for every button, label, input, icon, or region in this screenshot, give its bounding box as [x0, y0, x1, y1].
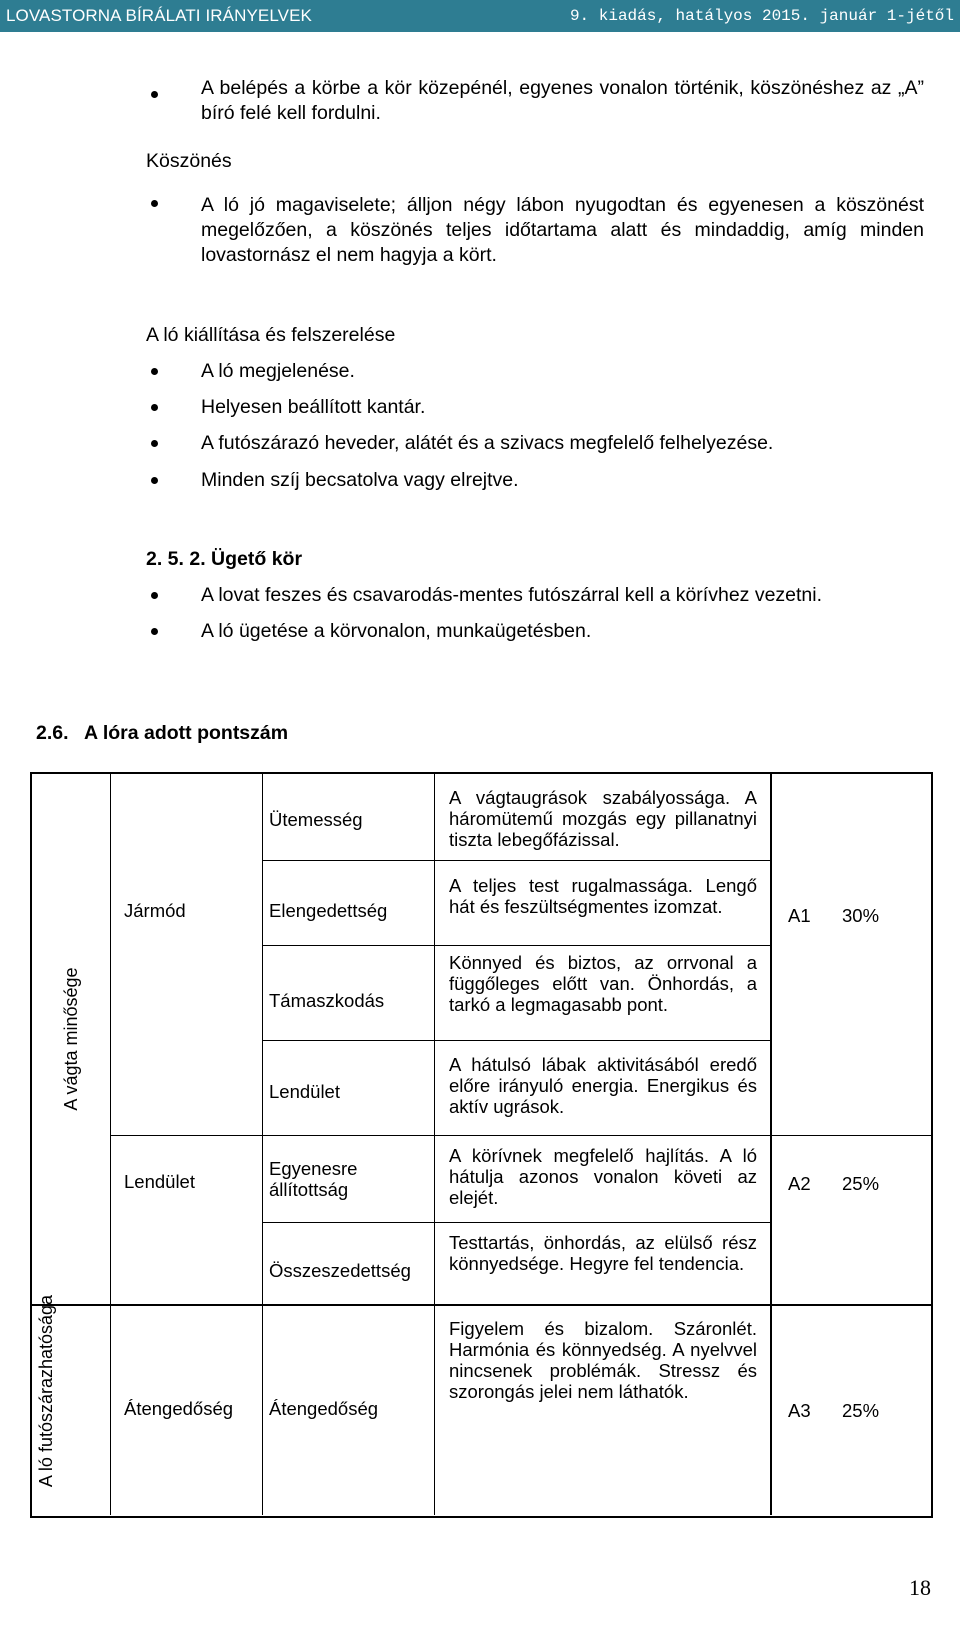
table-divider [434, 774, 435, 1515]
table-divider [262, 774, 263, 1515]
ugeto-item: A ló ügetése a körvonalon, munkaügetésben. [201, 620, 592, 642]
criterion-osszeszedettseg: Összeszedettség [269, 1260, 411, 1281]
bullet-icon [151, 592, 158, 599]
desc-utemesseg: A vágtaugrások szabályossága. A háromütemű mozgás egy pillanatnyi tiszta lebegőfázissal. [449, 787, 757, 850]
score-code: A3 [788, 1400, 811, 1421]
section-title-pontszam: 2.6. A lóra adott pontszám [36, 722, 289, 744]
bullet-icon [151, 440, 158, 447]
score-code: A2 [788, 1173, 811, 1194]
criterion-elengedettseg: Elengedettség [269, 900, 388, 921]
intro-paragraph: A belépés a körbe a kör közepénél, egyenes vonalon történik, köszönéshez az „A” bíró felé kell fordulni. [201, 77, 924, 124]
group-label-futoszar: A ló futószárazhatósága [36, 1294, 56, 1488]
score-table [30, 772, 933, 1518]
koszones-paragraph: A ló jó magaviselete; álljon négy lábon nyugodtan és egyenesen a köszönést megelőzően, a köszönés teljes időtartama alatt és mindaddig, amíg minden lovastornász el nem hagyja a kört. [201, 194, 924, 266]
table-divider [110, 1135, 933, 1136]
table-divider [32, 1304, 933, 1306]
table-divider [770, 774, 772, 1515]
score-code: A1 [788, 905, 811, 926]
ugeto-item: A lovat feszes és csavarodás-mentes futószárral kell a körívhez vezetni. [201, 584, 823, 606]
cell-jarmod: Jármód [124, 900, 186, 921]
section-title-kiallitas: A ló kiállítása és felszerelése [146, 324, 396, 346]
score-percent: 25% [842, 1400, 880, 1421]
group-label-vagta: A vágta minősége [61, 967, 81, 1111]
table-divider [262, 1040, 770, 1041]
criterion-tamaszkodas: Támaszkodás [269, 990, 385, 1011]
section-title-ugeto: 2. 5. 2. Ügető kör [146, 548, 303, 570]
desc-atengedoseg: Figyelem és bizalom. Száronlét. Harmónia és könnyedség. A nyelvvel nincsenek problémák. Stressz és szorongás jelei nem láthatók. [449, 1318, 757, 1402]
kiallitas-item: Helyesen beállított kantár. [201, 396, 426, 418]
header-title: LOVASTORNA BÍRÁLATI IRÁNYELVEK [6, 6, 312, 25]
kiallitas-item: A ló megjelenése. [201, 360, 355, 382]
cell-lendulet: Lendület [124, 1171, 195, 1192]
bullet-icon [151, 368, 158, 375]
score-percent: 30% [842, 905, 880, 926]
criterion-atengedoseg: Átengedőség [269, 1398, 379, 1419]
bullet-icon [151, 91, 158, 98]
desc-elengedettseg: A teljes test rugalmassága. Lengő hát és feszültségmentes izomzat. [449, 875, 757, 917]
table-divider [262, 860, 770, 861]
desc-lendulet: A hátulsó lábak aktivitásából eredő előre irányuló energia. Energikus és aktív ugrások. [449, 1054, 757, 1117]
header-edition: 9. kiadás, hatályos 2015. január 1-jétől [569, 7, 954, 25]
criterion-utemesseg: Ütemesség [269, 809, 363, 830]
bullet-icon [151, 628, 158, 635]
page-header [0, 0, 960, 32]
desc-tamaszkodas: Könnyed és biztos, az orrvonal a függőleges előtt van. Önhordás, a tarkó a legmagasabb pont. [449, 952, 757, 1015]
section-title-koszones: Köszönés [146, 150, 232, 172]
kiallitas-item: Minden szíj becsatolva vagy elrejtve. [201, 469, 519, 491]
desc-osszeszedettseg: Testtartás, önhordás, az elülső rész könnyedsége. Hegyre fel tendencia. [449, 1232, 757, 1274]
criterion-egyenesre: Egyenesre állítottság [269, 1158, 358, 1200]
criterion-lendulet: Lendület [269, 1081, 340, 1102]
table-divider [110, 774, 111, 1515]
bullet-icon [151, 404, 158, 411]
kiallitas-item: A futószárazó heveder, alátét és a szivacs megfelelő felhelyezése. [201, 432, 774, 454]
bullet-icon [151, 477, 158, 484]
table-divider [262, 1222, 770, 1223]
page-number: 18 [909, 1575, 931, 1600]
table-divider [262, 945, 770, 946]
score-percent: 25% [842, 1173, 880, 1194]
cell-atengedoseg: Átengedőség [124, 1398, 234, 1419]
bullet-icon [151, 200, 158, 207]
desc-egyenesre: A körívnek megfelelő hajlítás. A ló hátulja azonos vonalon követi az elejét. [449, 1145, 757, 1208]
